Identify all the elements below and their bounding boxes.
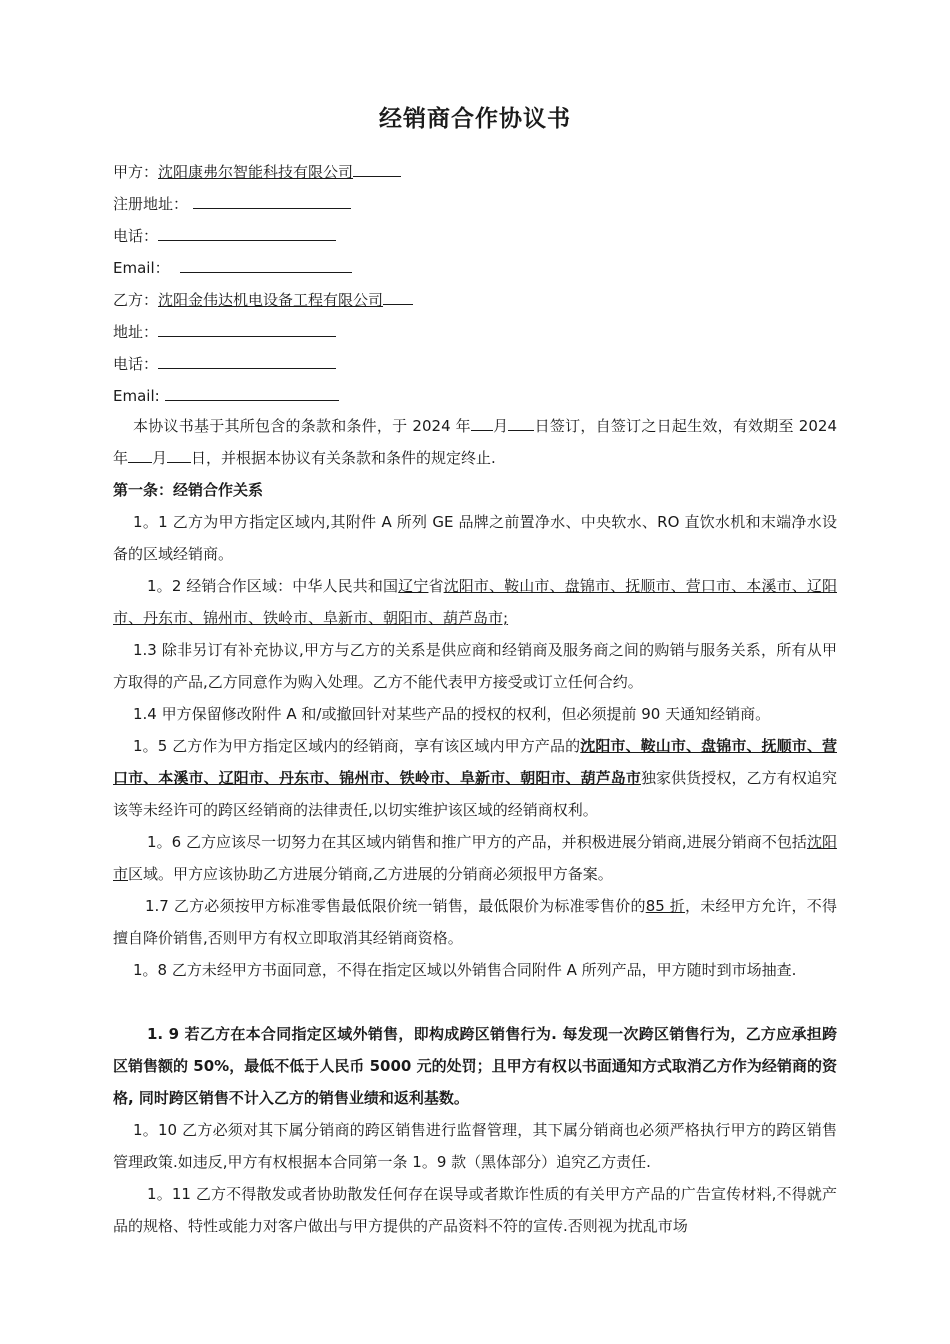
party-b-label: 乙方： (113, 291, 159, 309)
intro-text-2: 月 (492, 417, 509, 435)
party-a-phone-label: 电话： (113, 227, 159, 245)
party-a-label: 甲方： (113, 163, 159, 181)
party-b-email-row (113, 383, 339, 405)
clause-1-5-text-a: 1。5 乙方作为甲方指定区域内的经销商，享有该区域内甲方产品的 (133, 737, 581, 755)
party-a-name: 沈阳康弗尔智能科技有限公司 (158, 163, 354, 181)
party-b-phone-row (113, 351, 336, 373)
intro-text-1: 本协议书基于其所包含的条款和条件，于 2024 年 (133, 417, 471, 435)
clause-1-5-text-b: 独家供货授权，乙方有权追究该等未经许可的跨区经销商的法律责任,以切实维护该区域的经销商权利。 (113, 769, 837, 819)
party-b-address-row (113, 319, 336, 341)
clause-1-2-province-suffix: 省 (428, 577, 444, 595)
clause-1-2-cities: 沈阳市、鞍山市、盘锦市、抚顺市、营口市、本溪市、辽阳市、丹东市、锦州市、铁岭市、阜新市、朝阳市、葫芦岛市; (113, 577, 837, 627)
party-b-address-field[interactable] (158, 319, 336, 337)
clause-1-5-cities: 沈阳市、鞍山市、盘锦市、抚顺市、营口市、本溪市、辽阳市、丹东市、锦州市、铁岭市、阜新市、朝阳市、葫芦岛市 (113, 737, 837, 787)
clause-1-11: 1。11 乙方不得散发或者协助散发任何存在误导或者欺诈性质的有关甲方产品的广告宣传材料,不得就产品的规格、特性或能力对客户做出与甲方提供的产品资料不符的宣传.否则视为扰乱市场 (113, 1185, 837, 1235)
party-a-email-field[interactable] (180, 255, 352, 273)
clause-1-8: 1。8 乙方未经甲方书面同意，不得在指定区域以外销售合同附件 A 所列产品，甲方随时到市场抽查. (133, 961, 797, 979)
clause-1-10: 1。10 乙方必须对其下属分销商的跨区销售进行监督管理，其下属分销商也必须严格执行甲方的跨区销售管理政策.如违反,甲方有权根据本合同第一条 1。9 款（黑体部分）追究乙方责任. (113, 1121, 837, 1171)
clause-1-6 (113, 826, 837, 890)
party-a-name-blank (353, 159, 401, 177)
intro-text-3: 日签订，自签订之日起生效，有效期至 2024 年 (113, 417, 837, 467)
clause-1-1: 1。1 乙方为甲方指定区域内,其附件 A 所列 GE 品牌之前置净水、中央软水、RO 直饮水机和末端净水设备的区域经销商。 (113, 513, 837, 563)
clause-1-6-text-b: 区域。甲方应该协助乙方进展分销商,乙方进展的分销商必须报甲方备案。 (128, 865, 613, 883)
sign-day-blank[interactable] (508, 413, 534, 431)
clause-1-7 (113, 890, 837, 954)
clause-1-2 (113, 570, 837, 634)
party-b-name: 沈阳金伟达机电设备工程有限公司 (158, 291, 384, 309)
clause-1-7-discount: 85 折 (645, 897, 685, 915)
party-b-row (113, 287, 413, 309)
clause-1-7-text-b: ，未经甲方允许，不得擅自降价销售,否则甲方有权立即取消其经销商资格。 (113, 897, 837, 947)
party-b-address-label: 地址： (113, 323, 159, 341)
sign-month-blank[interactable] (471, 413, 493, 431)
clause-1-2-province: 辽宁 (398, 577, 429, 595)
clause-1-6-city: 沈阳市 (113, 833, 837, 883)
clause-1-6-text-a: 1。6 乙方应该尽一切努力在其区域内销售和推广甲方的产品，并积极进展分销商,进展分销商不包括 (147, 833, 807, 851)
article-1-heading: 第一条：经销合作关系 (113, 481, 264, 499)
party-a-phone-row (113, 223, 336, 245)
party-b-phone-label: 电话： (113, 355, 159, 373)
intro-text-4: 月 (152, 449, 168, 467)
intro-paragraph (113, 410, 837, 474)
document-title: 经销商合作协议书 (379, 106, 571, 132)
clause-1-5 (113, 730, 837, 826)
party-a-address-field[interactable] (193, 191, 351, 209)
party-a-email-label: Email： (113, 259, 170, 277)
party-b-email-label: Email: (113, 387, 160, 405)
party-a-address-label: 注册地址： (113, 195, 189, 213)
party-b-name-blank (383, 287, 413, 305)
party-a-email-row (113, 255, 352, 277)
intro-text-5: 日，并根据本协议有关条款和条件的规定终止. (191, 449, 496, 467)
clause-1-9: 1. 9 若乙方在本合同指定区域外销售，即构成跨区销售行为. 每发现一次跨区销售行为，乙方应承担跨区销售额的 50%，最低不低于人民币 5000 元的处罚；且甲方有权以书面通知方式取消乙方作为经销商的资格, 同时跨区销售不计入乙方的销售业绩和返利基数。 (113, 1025, 837, 1107)
end-day-blank[interactable] (167, 445, 191, 463)
clause-1-3: 1.3 除非另订有补充协议,甲方与乙方的关系是供应商和经销商及服务商之间的购销与服务关系，所有从甲方取得的产品,乙方同意作为购入处理。乙方不能代表甲方接受或订立任何合约。 (113, 641, 837, 691)
party-b-email-field[interactable] (165, 383, 339, 401)
clause-1-2-text: 1。2 经销合作区域：中华人民共和国 (147, 577, 399, 595)
clause-1-7-text-a: 1.7 乙方必须按甲方标准零售最低限价统一销售，最低限价为标准零售价的 (145, 897, 646, 915)
party-a-address-row (113, 191, 351, 213)
clause-1-4: 1.4 甲方保留修改附件 A 和/或撤回针对某些产品的授权的权利，但必须提前 90 天通知经销商。 (133, 705, 771, 723)
end-month-blank[interactable] (128, 445, 152, 463)
party-a-row (113, 159, 401, 181)
party-a-phone-field[interactable] (158, 223, 336, 241)
party-b-phone-field[interactable] (158, 351, 336, 369)
